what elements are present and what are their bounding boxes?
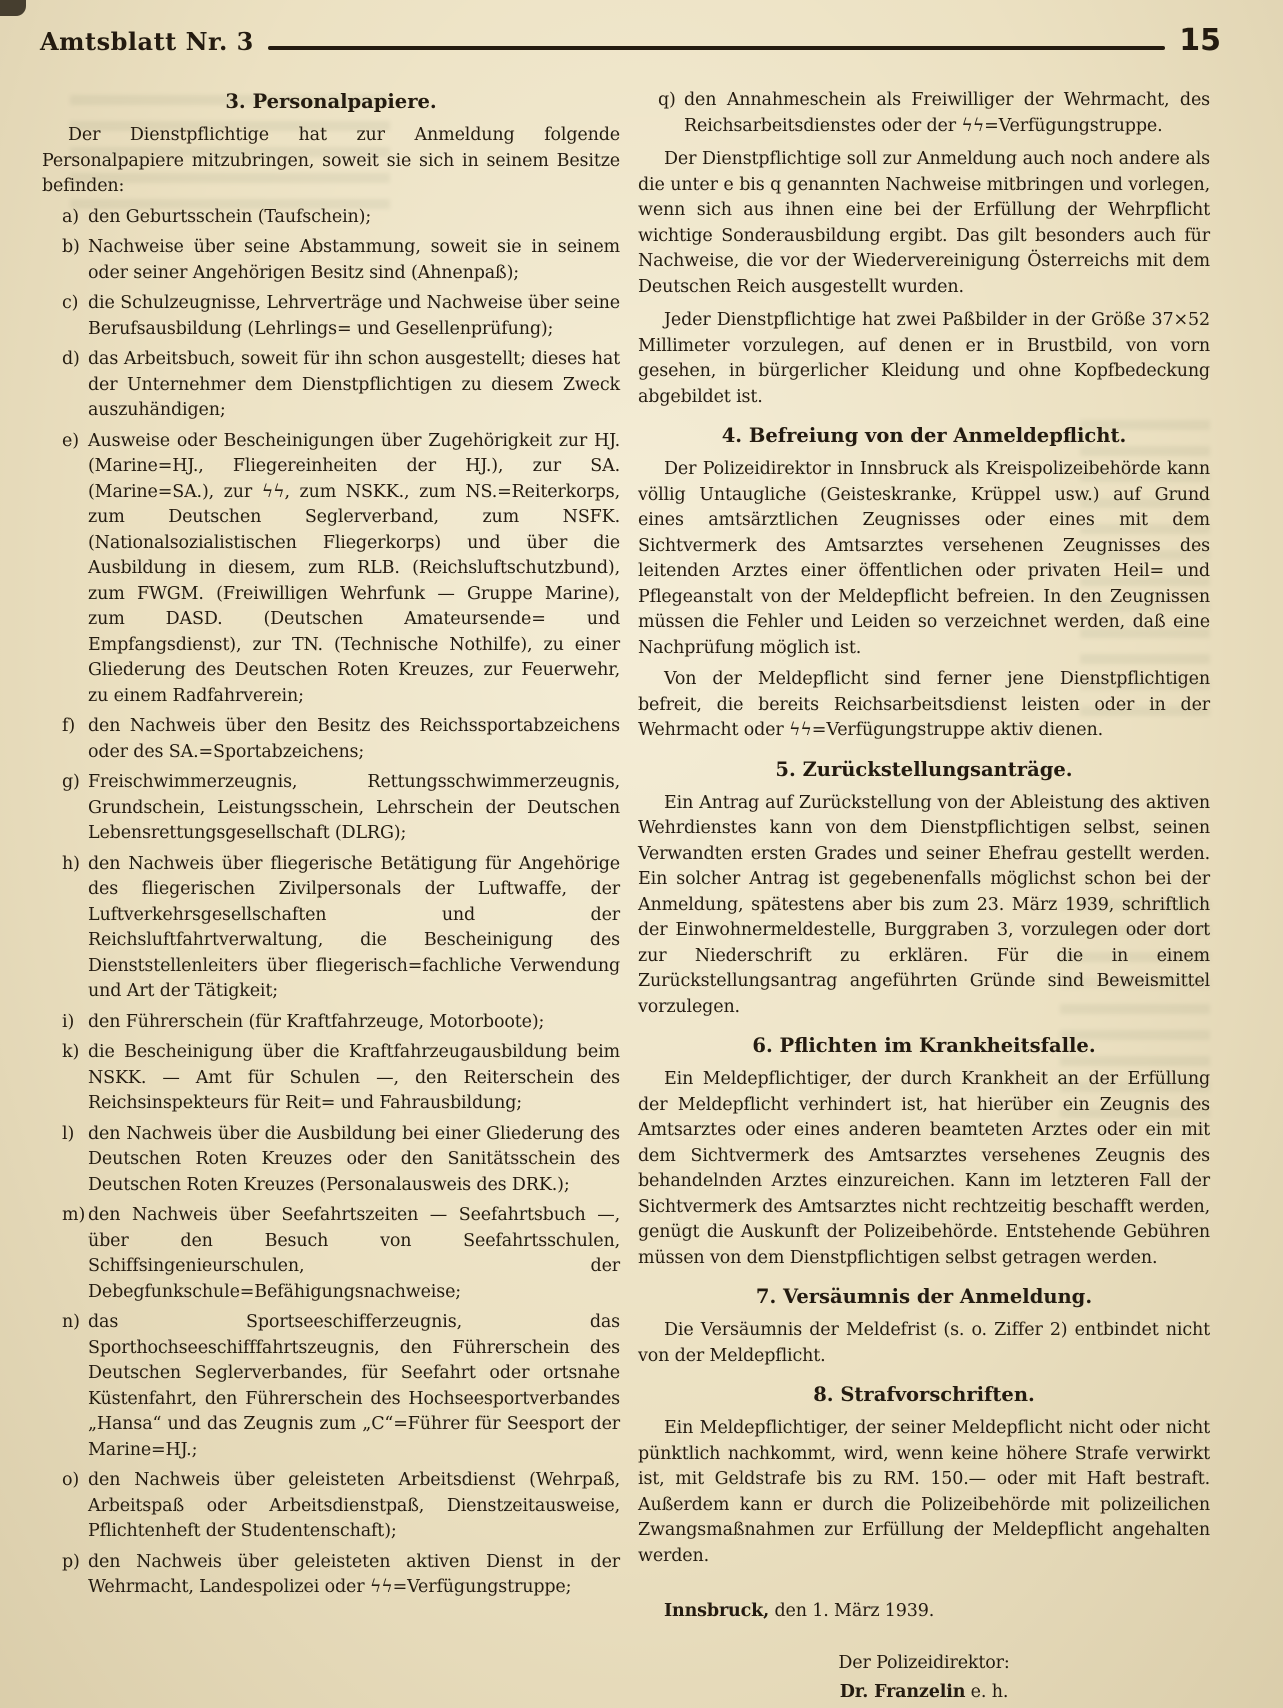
item-label: q) — [658, 90, 676, 110]
item-text: den Nachweis über Seefahrtszeiten — Seefahrtsbuch —, über den Besuch von Seefahrtsschulen, Schiffsingenieurschulen, der Debegfunkschule=Befähigungsnachweise; — [88, 1205, 620, 1302]
masthead — [40, 23, 1221, 58]
section-6-heading: 6. Pflichten im Krankheitsfalle. — [752, 1034, 1096, 1057]
item-text: Freischwimmerzeugnis, Rettungsschwimmerzeugnis, Grundschein, Leistungsschein, Lehrschein der Deutschen Lebensrettungsgesellschaft (DLRG); — [88, 772, 620, 843]
list-item-k — [42, 1040, 620, 1117]
list-item-m — [42, 1203, 620, 1305]
scan-corner-artifact — [0, 0, 26, 16]
section-3-heading: 3. Personalpapiere. — [225, 90, 437, 113]
section-4-paragraph-1: Der Polizeidirektor in Innsbruck als Kreispolizeibehörde kann völlig Untaugliche (Geisteskranke, Krüppel usw.) auf Grund eines amtsärztlichen Zeugnisses oder eines mit dem Sichtvermerk des Amtsarztes versehenen Zeugnisses des leitenden Arztes einer öffentlichen oder privaten Heil= und Pflegeanstalt von der Meldepflicht befreien. In den Zeugnissen müssen die Fehler und Leiden so verzeichnet werden, daß eine Nachprüfung möglich ist. — [638, 459, 1210, 658]
section-8-paragraph-1: Ein Meldepflichtiger, der seiner Meldepflicht nicht oder nicht pünktlich nachkommt, wird, wenn keine höhere Strafe verwirkt ist, mit Geldstrafe bis zu RM. 150.— oder mit Haft bestraft. Außerdem kann er durch die Polizeibehörde mit polizeilichen Zwangsmaßnahmen zur Erfüllung der Meldepflicht angehalten werden. — [638, 1418, 1210, 1566]
dateline-place: Innsbruck, — [664, 1601, 770, 1621]
section-3-intro: Der Dienstpflichtige hat zur Anmeldung folgende Personalpapiere mitzubringen, soweit sie sich in seinem Besitze befinden: — [42, 125, 620, 196]
item-text: Nachweise über seine Abstammung, soweit sie in seinem oder seiner Angehörigen Besitz sind (Ahnenpaß); — [88, 237, 620, 283]
list-item-c — [42, 291, 620, 342]
item-label: k) — [62, 1042, 80, 1062]
item-label: c) — [62, 293, 79, 313]
list-item-g — [42, 770, 620, 847]
paragraph-passport-photos: Jeder Dienstpflichtige hat zwei Paßbilder in der Größe 37×52 Millimeter vorzulegen, auf denen er in Brustbild, von vorn gesehen, in bürgerlicher Kleidung und ohne Kopfbedeckung abgebildet ist. — [638, 310, 1210, 407]
section-4-paragraph-2: Von der Meldepflicht sind ferner jene Dienstpflichtigen befreit, die bereits Reichsarbeitsdienst leisten oder in der Wehrmacht oder ϟϟ=Verfügungstruppe aktiv dienen. — [638, 669, 1210, 740]
dateline — [638, 1599, 1210, 1625]
item-text: den Führerschein (für Kraftfahrzeuge, Motorboote); — [88, 1011, 545, 1032]
item-label: o) — [62, 1470, 80, 1490]
item-label: m) — [62, 1205, 86, 1225]
masthead-title: Amtsblatt Nr. 3 — [40, 27, 254, 56]
masthead-rule — [268, 46, 1165, 50]
item-label: a) — [62, 206, 79, 227]
section-7-paragraph-1: Die Versäumnis der Meldefrist (s. o. Ziffer 2) entbindet nicht von der Meldepflicht. — [638, 1320, 1210, 1366]
section-5-paragraph-1: Ein Antrag auf Zurückstellung von der Ableistung des aktiven Wehrdienstes kann von dem Dienstpflichtigen selbst, seinen Verwandten ersten Grades und seiner Ehefrau gestellt werden. Ein solcher Antrag ist gegebenenfalls möglichst schon bei der Anmeldung, spätestens aber bis zum 23. März 1939, schriftlich der Einwohnermeldestelle, Burggraben 3, vorzulegen oder dort zur Niederschrift zu erklären. Für die in einem Zurückstellungsantrag angeführten Gründe sind Beweismittel vorzulegen. — [638, 792, 1210, 1017]
signature-name: Dr. Franzelin — [839, 1682, 966, 1702]
item-text: die Schulzeugnisse, Lehrverträge und Nachweise über seine Berufsausbildung (Lehrlings= und Gesellenprüfung); — [88, 293, 620, 339]
item-text: den Annahmeschein als Freiwilliger der Wehrmacht, des Reichsarbeitsdienstes oder der ϟϟ=Verfügungstruppe. — [684, 90, 1210, 136]
right-column — [638, 88, 1210, 1706]
list-item-o — [42, 1468, 620, 1545]
signature-title: Der Polizeidirektor: — [838, 1652, 1010, 1673]
list-item-f — [42, 714, 620, 765]
list-item-a — [42, 205, 620, 231]
section-5-heading: 5. Zurückstellungsanträge. — [775, 757, 1073, 781]
item-text: den Geburtsschein (Taufschein); — [88, 206, 372, 227]
list-item-n — [42, 1310, 620, 1463]
item-text: den Nachweis über den Besitz des Reichssportabzeichens oder des SA.=Sportabzeichens; — [88, 716, 620, 762]
section-6-paragraph-1: Ein Meldepflichtiger, der durch Krankheit an der Erfüllung der Meldepflicht verhindert ist, hat hierüber ein Zeugnis des Amtsarztes oder eines anderen beamteten Arztes oder ein mit dem Sichtvermerk des Amtsarztes versehenes Zeugnis des behandelnden Arztes einzureichen. Kann im letzteren Fall der Sichtvermerk des Amtsarztes nicht rechtzeitig beschafft werden, genügt die Auskunft der Polizeibehörde. Entstehende Gebühren müssen von dem Dienstpflichtigen selbst getragen werden. — [638, 1069, 1210, 1268]
item-text: den Nachweis über geleisteten Arbeitsdienst (Wehrpaß, Arbeitspaß oder Arbeitsdienstpaß, Dienstzeitausweise, Pflichtenheft der Studentenschaft); — [88, 1470, 620, 1541]
item-text: das Arbeitsbuch, soweit für ihn schon ausgestellt; dieses hat der Unternehmer dem Dienstpflichtigen zu diesem Zweck auszuhändigen; — [88, 349, 620, 420]
dateline-date: den 1. März 1939. — [769, 1601, 935, 1621]
paragraph-other-proofs: Der Dienstpflichtige soll zur Anmeldung auch noch andere als die unter e bis q genannten Nachweise mitbringen und vorlegen, wenn sich aus ihnen eine bei der Erfüllung der Wehrpflicht wichtige Sonderausbildung ergibt. Das gilt besonders auch für Nachweise, die vor der Wiedervereinigung Österreichs mit dem Deutschen Reich ausgestellt wurden. — [638, 149, 1210, 297]
item-text: den Nachweis über geleisteten aktiven Dienst in der Wehrmacht, Landespolizei oder ϟϟ=Verfügungstruppe; — [88, 1551, 620, 1597]
item-label: f) — [62, 716, 76, 736]
list-item-d — [42, 347, 620, 424]
two-column-body — [42, 88, 1210, 1706]
signature-name-line — [638, 1680, 1210, 1706]
item-label: n) — [62, 1312, 80, 1332]
signature-block — [638, 1651, 1210, 1706]
list-item-h — [42, 852, 620, 1005]
item-text: den Nachweis über fliegerische Betätigung für Angehörige des fliegerischen Zivilpersonals der Luftwaffe, der Luftverkehrsgesellschaften und der Reichsluftfahrtverwaltung, die Bescheinigung des Dienststellenleiters über fliegerisch=fachliche Verwendung und Art der Tätigkeit; — [88, 853, 620, 1001]
list-item-q — [638, 88, 1210, 139]
list-item-i — [42, 1010, 620, 1036]
signature-suffix: e. h. — [965, 1682, 1009, 1702]
list-item-o2 — [42, 1550, 620, 1601]
list-item-e — [42, 429, 620, 710]
item-label: e) — [62, 430, 79, 451]
item-label: b) — [62, 237, 80, 257]
item-text: Ausweise oder Bescheinigungen über Zugehörigkeit zur HJ. (Marine=HJ., Fliegereinheiten der HJ.), zur SA. (Marine=SA.), zur ϟϟ, zum NSKK., zum NS.=Reiterkorps, zum Deutschen Seglerverband, zum NSFK. (Nationalsozialistischen Fliegerkorps) und über die Ausbildung in diesem, zum RLB. (Reichsluftschutzbund), zum FWGM. (Freiwilligen Wehrfunk — Gruppe Marine), zum DASD. (Deutschen Amateursende= und Empfangsdienst), zur TN. (Technische Nothilfe), zu einer Gliederung des Deutschen Roten Kreuzes, zur Feuerwehr, zu einem Radfahrverein; — [88, 430, 620, 706]
item-text: den Nachweis über die Ausbildung bei einer Gliederung des Deutschen Roten Kreuzes oder den Sanitätsschein des Deutschen Roten Kreuzes (Personalausweis des DRK.); — [88, 1123, 620, 1195]
item-text: das Sportseeschifferzeugnis, das Sporthochseeschifffahrtszeugnis, den Führerschein des Deutschen Seglerverbandes, für Seefahrt oder ortsnahe Küstenfahrt, den Führerschein des Hochseesportverbandes „Hansa“ und das Zeugnis zum „C“=Führer für Seesport der Marine=HJ.; — [88, 1312, 620, 1460]
section-4-heading: 4. Befreiung von der Anmeldepflicht. — [721, 424, 1127, 447]
item-text: die Bescheinigung über die Kraftfahrzeugausbildung beim NSKK. — Amt für Schulen —, den Reiterschein des Reichsinspekteurs für Reit= und Fahrausbildung; — [88, 1042, 620, 1113]
list-item-b — [42, 235, 620, 286]
item-label: g) — [62, 772, 80, 792]
item-label: p) — [62, 1551, 80, 1572]
item-label: d) — [62, 349, 80, 369]
list-item-l — [42, 1122, 620, 1199]
left-column — [42, 88, 620, 1706]
section-7-heading: 7. Versäumnis der Anmeldung. — [755, 1285, 1093, 1308]
section-8-heading: 8. Strafvorschriften. — [813, 1383, 1035, 1406]
item-label: i) — [62, 1011, 75, 1032]
page-number: 15 — [1179, 23, 1221, 58]
item-label: l) — [62, 1123, 75, 1144]
item-label: h) — [62, 853, 80, 874]
